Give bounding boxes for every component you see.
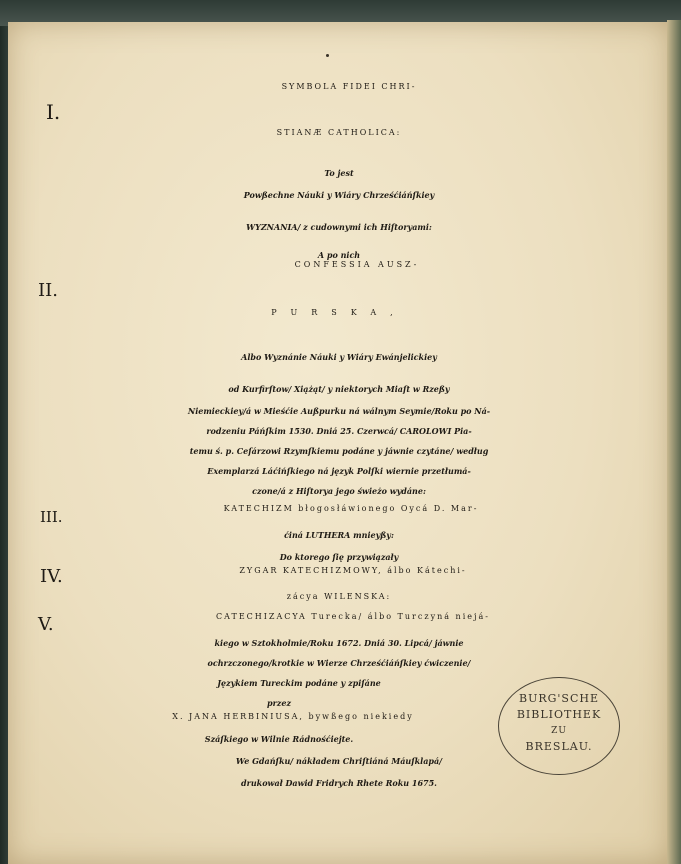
title-line-5: WYZNANIA/ z cudownymi ich Hiſtoryami: xyxy=(246,222,432,232)
title-line-19: ZYGAR KATECHIZMOWY, álbo Kátechi- xyxy=(239,566,467,575)
title-line-12: rodzeniu Páńſkim 1530. Dniá 25. Czerwcá/ CAROLOWI Pia- xyxy=(206,426,472,436)
section-number-2: II. xyxy=(38,280,58,301)
title-line-4: Powßechne Náuki y Wiáry Chrześćiáńſkiey xyxy=(243,190,435,200)
stamp-line-1: BURG'SCHE xyxy=(518,692,600,705)
title-line-3: To jest xyxy=(324,168,354,178)
title-line-11: Niemieckiey/á w Mieśćie Außpurku ná wálnym Seymie/Roku po Ná- xyxy=(187,406,491,416)
title-line-22: kiego w Sztokholmie/Roku 1672. Dniá 30. Lipcá/ jáwnie xyxy=(214,638,464,648)
title-line-17: ćiná LUTHERA mnieyßy: xyxy=(284,530,394,540)
title-line-21: CATECHIZACYA Turecka/ álbo Turczyná niejá- xyxy=(216,612,490,621)
title-line-1: SYMBOLA FIDEI CHRI- xyxy=(281,82,417,91)
title-line-15: czone/á z Hiſtorya jego świeżo wydáne: xyxy=(252,486,426,496)
title-line-13: temu ś. p. Ceſárzowi Rzymſkiemu podáne y jáwnie czytáne/ według xyxy=(189,446,489,456)
library-stamp xyxy=(498,677,620,775)
imprint-line-1: We Gdańſku/ nákładem Chriſtiáná Máuſklapá/ xyxy=(235,756,443,766)
imprint-line-2: drukował Dawid Fridrych Rhete Roku 1675. xyxy=(241,778,437,788)
section-number-1: I. xyxy=(46,100,61,124)
title-line-27: Száſkiego w Wilnie Rádnośćiejte. xyxy=(204,734,354,744)
section-number-4: IV. xyxy=(40,566,63,587)
title-line-23: ochrzczonego/krotkie w Wierze Chrześćiáńſkiey ćwiczenie/ xyxy=(207,658,471,668)
title-line-26: X. JANA HERBINIUSA, bywßego niekiedy xyxy=(172,712,414,721)
title-line-9: Albo Wyznánie Náuki y Wiáry Ewánjelickiey xyxy=(241,352,437,362)
title-page xyxy=(8,22,670,864)
title-line-25: przez xyxy=(267,698,291,708)
title-line-10: od Kurfirſtow/ Xiążąt/ y niektorych Miaſt w Rzeßy xyxy=(228,384,450,394)
section-number-3: III. xyxy=(40,508,63,526)
title-line-14: Exemplarzá Láćińſkiego ná język Polſki wiernie przetłumá- xyxy=(207,466,471,476)
ink-dot xyxy=(326,54,329,57)
title-line-24: Językiem Tureckim podáne y zpiſáne xyxy=(217,678,381,688)
title-line-20: zácya WILENSKA: xyxy=(286,592,392,601)
section-number-5: V. xyxy=(38,614,54,635)
stamp-line-4: BRESLAU. xyxy=(525,740,593,753)
title-line-18: Do ktorego ſię przywiązały xyxy=(279,552,399,562)
title-line-2: STIANÆ CATHOLICA: xyxy=(276,128,402,137)
title-line-8: PURSKA, xyxy=(271,308,407,317)
stamp-line-3: ZU xyxy=(551,726,567,736)
page-edge xyxy=(667,20,681,864)
stamp-line-2: BIBLIOTHEK xyxy=(516,708,602,721)
title-line-7: CONFESSIA AUSZ- xyxy=(294,260,420,269)
title-line-6: A po nich xyxy=(317,250,361,260)
title-line-16: KATECHIZM błogosłáwionego Oycá D. Mar- xyxy=(223,504,479,513)
